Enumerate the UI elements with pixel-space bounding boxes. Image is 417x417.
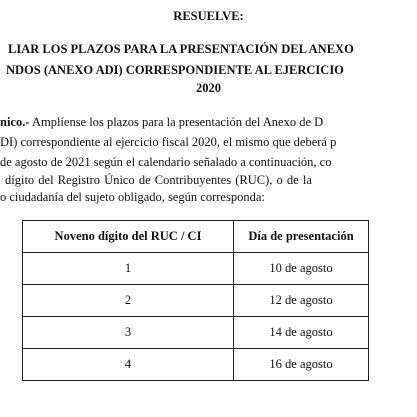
presentation-calendar-table [22, 220, 369, 381]
table-row [23, 349, 369, 381]
header-ruc-digit: Noveno dígito del RUC / CI [23, 221, 234, 253]
ruc-digit-cell: 3 [23, 317, 234, 349]
ruc-digit-cell: 1 [23, 253, 234, 285]
ruc-digit-cell: 2 [23, 285, 234, 317]
article-line-4: dígito del Registro Único de Contribuyentes (RUC), o de la [5, 173, 312, 187]
article-line-1 [0, 116, 323, 129]
presentation-day-cell: 14 de agosto [234, 317, 369, 349]
table-row [23, 317, 369, 349]
resolution-heading: RESUELVE: [173, 9, 244, 23]
table-row [23, 253, 369, 285]
title-line-2: NDOS (ANEXO ADI) CORRESPONDIENTE AL EJERCICIO [6, 63, 344, 77]
article-line-5: o ciudadanía del sujeto obligado, según corresponda: [0, 190, 265, 204]
presentation-day-cell: 16 de agosto [234, 349, 369, 381]
ruc-digit-cell: 4 [23, 349, 234, 381]
title-line-1: LIAR LOS PLAZOS PARA LA PRESENTACIÓN DEL ANEXO [8, 42, 354, 56]
presentation-day-cell: 10 de agosto [234, 253, 369, 285]
article-line-1-text: Amplíense los plazos para la presentación del Anexo de D [31, 115, 324, 129]
presentation-day-cell: 12 de agosto [234, 285, 369, 317]
table-row [23, 285, 369, 317]
article-line-2: DI) correspondiente al ejercicio fiscal 2020, el mismo que deberá p [0, 135, 337, 149]
title-line-3: 2020 [196, 81, 221, 95]
header-presentation-day: Día de presentación [234, 221, 369, 253]
article-line-3: de agosto de 2021 según el calendario señalado a continuación, co [0, 155, 332, 169]
article-label: nico.- [0, 115, 30, 129]
table-header-row [23, 221, 369, 253]
